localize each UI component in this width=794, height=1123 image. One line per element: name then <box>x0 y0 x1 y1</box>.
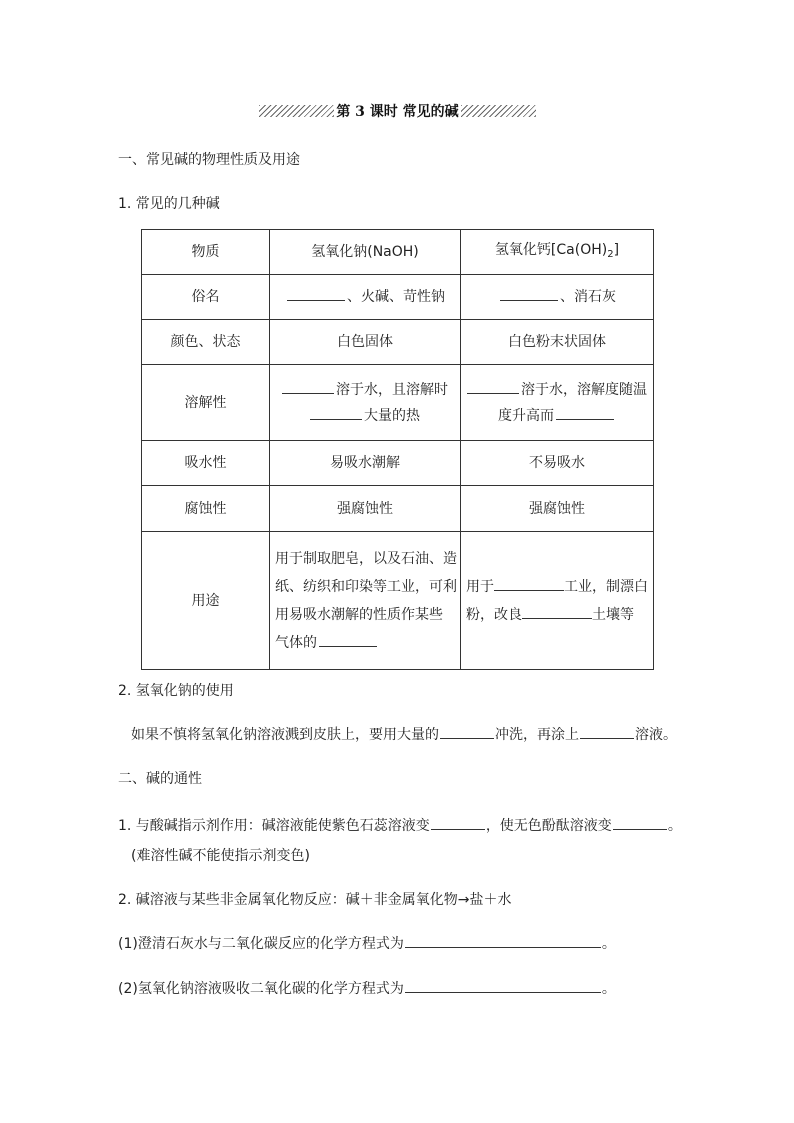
header-caoh-close: ] <box>613 241 620 258</box>
section2-item2: 2. 碱溶液与某些非金属氧化物反应：碱＋非金属氧化物→盐＋水 <box>118 892 512 908</box>
answer-blank[interactable] <box>282 379 334 394</box>
cell-solubility-caoh <box>461 365 654 441</box>
cell-color-caoh: 白色粉末状固体 <box>461 320 654 365</box>
section2-heading: 二、碱的通性 <box>118 771 202 787</box>
text-segment: 。 <box>601 981 616 997</box>
answer-blank[interactable] <box>319 632 377 647</box>
header-caoh-subscript: 2 <box>607 248 614 260</box>
answer-blank[interactable] <box>494 576 564 591</box>
table-header-row <box>142 230 654 275</box>
answer-blank[interactable] <box>405 933 601 948</box>
cell-corrosive-caoh: 强腐蚀性 <box>461 486 654 532</box>
header-caoh-main: 氢氧化钙[Ca(OH) <box>494 241 608 258</box>
section2-item1 <box>118 815 682 835</box>
section2-item1-note: (难溶性碱不能使指示剂变色) <box>131 848 310 864</box>
answer-blank[interactable] <box>580 724 634 739</box>
answer-blank[interactable] <box>522 604 592 619</box>
cell-text: 用于 <box>466 578 494 595</box>
cell-text: 溶于水，溶解度随温 <box>521 381 647 398</box>
text-segment: 冲洗，再涂上 <box>495 727 579 743</box>
title-bar <box>255 100 540 122</box>
text-segment: (2)氢氧化钠溶液吸收二氧化碳的化学方程式为 <box>118 981 404 997</box>
page-title: 第 3 课时 常见的碱 <box>336 104 459 120</box>
cell-text: 用于制取肥皂，以及石油、造 <box>275 550 457 567</box>
cell-text: 土壤等 <box>592 606 634 623</box>
section1-item2: 2. 氢氧化钠的使用 <box>118 683 234 699</box>
answer-blank[interactable] <box>556 405 614 420</box>
section1-item1: 1. 常见的几种碱 <box>118 196 220 212</box>
answer-blank[interactable] <box>613 815 667 830</box>
cell-absorb-caoh: 不易吸水 <box>461 441 654 486</box>
header-caoh <box>461 230 654 275</box>
cell-corrosive-label: 腐蚀性 <box>142 486 270 532</box>
table-row-absorb <box>142 441 654 486</box>
cell-text: 气体的 <box>275 634 317 651</box>
cell-use-naoh <box>270 532 461 670</box>
cell-color-label: 颜色、状态 <box>142 320 270 365</box>
cell-absorb-label: 吸水性 <box>142 441 270 486</box>
cell-absorb-naoh: 易吸水潮解 <box>270 441 461 486</box>
cell-solubility-naoh <box>270 365 461 441</box>
table-row-use <box>142 532 654 670</box>
cell-nickname-naoh <box>270 275 461 320</box>
bases-table <box>141 229 654 670</box>
naoh-usage-paragraph <box>131 724 677 744</box>
cell-solubility-label: 溶解性 <box>142 365 270 441</box>
cell-text: 工业，制漂白 <box>564 578 648 595</box>
answer-blank[interactable] <box>467 379 519 394</box>
text-segment: (1)澄清石灰水与二氧化碳反应的化学方程式为 <box>118 936 404 952</box>
question-2 <box>118 978 616 998</box>
cell-text: 纸、纺织和印染等工业，可利 <box>275 578 457 595</box>
decorative-hatch-right <box>461 105 536 117</box>
answer-blank[interactable] <box>405 978 601 993</box>
table-row-nickname <box>142 275 654 320</box>
text-segment: 。 <box>667 818 682 834</box>
cell-use-caoh <box>461 532 654 670</box>
cell-color-naoh: 白色固体 <box>270 320 461 365</box>
decorative-hatch-left <box>259 105 334 117</box>
table-row-corrosive <box>142 486 654 532</box>
text-segment: 。 <box>601 936 616 952</box>
cell-text: 粉，改良 <box>466 606 522 623</box>
text-segment: 1. 与酸碱指示剂作用：碱溶液能使紫色石蕊溶液变 <box>118 818 430 834</box>
cell-text: 大量的热 <box>364 407 420 424</box>
header-substance: 物质 <box>142 230 270 275</box>
cell-text: 度升高而 <box>498 407 554 424</box>
header-naoh: 氢氧化钠(NaOH) <box>270 230 461 275</box>
table-row-color <box>142 320 654 365</box>
answer-blank[interactable] <box>440 724 494 739</box>
cell-text: 、火碱、苛性钠 <box>347 289 445 305</box>
text-segment: 如果不慎将氢氧化钠溶液溅到皮肤上，要用大量的 <box>131 727 439 743</box>
cell-use-label: 用途 <box>142 532 270 670</box>
answer-blank[interactable] <box>500 286 558 301</box>
answer-blank[interactable] <box>310 405 362 420</box>
text-segment: ，使无色酚酞溶液变 <box>485 818 612 834</box>
table-row-solubility <box>142 365 654 441</box>
answer-blank[interactable] <box>431 815 485 830</box>
answer-blank[interactable] <box>287 286 345 301</box>
cell-text: 用易吸水潮解的性质作某些 <box>275 606 443 623</box>
cell-nickname-label: 俗名 <box>142 275 270 320</box>
cell-corrosive-naoh: 强腐蚀性 <box>270 486 461 532</box>
question-1 <box>118 933 616 953</box>
cell-text: 、消石灰 <box>560 289 616 305</box>
text-segment: 溶液。 <box>635 727 677 743</box>
section1-heading: 一、常见碱的物理性质及用途 <box>118 152 300 168</box>
cell-nickname-caoh <box>461 275 654 320</box>
cell-text: 溶于水，且溶解时 <box>336 381 448 398</box>
